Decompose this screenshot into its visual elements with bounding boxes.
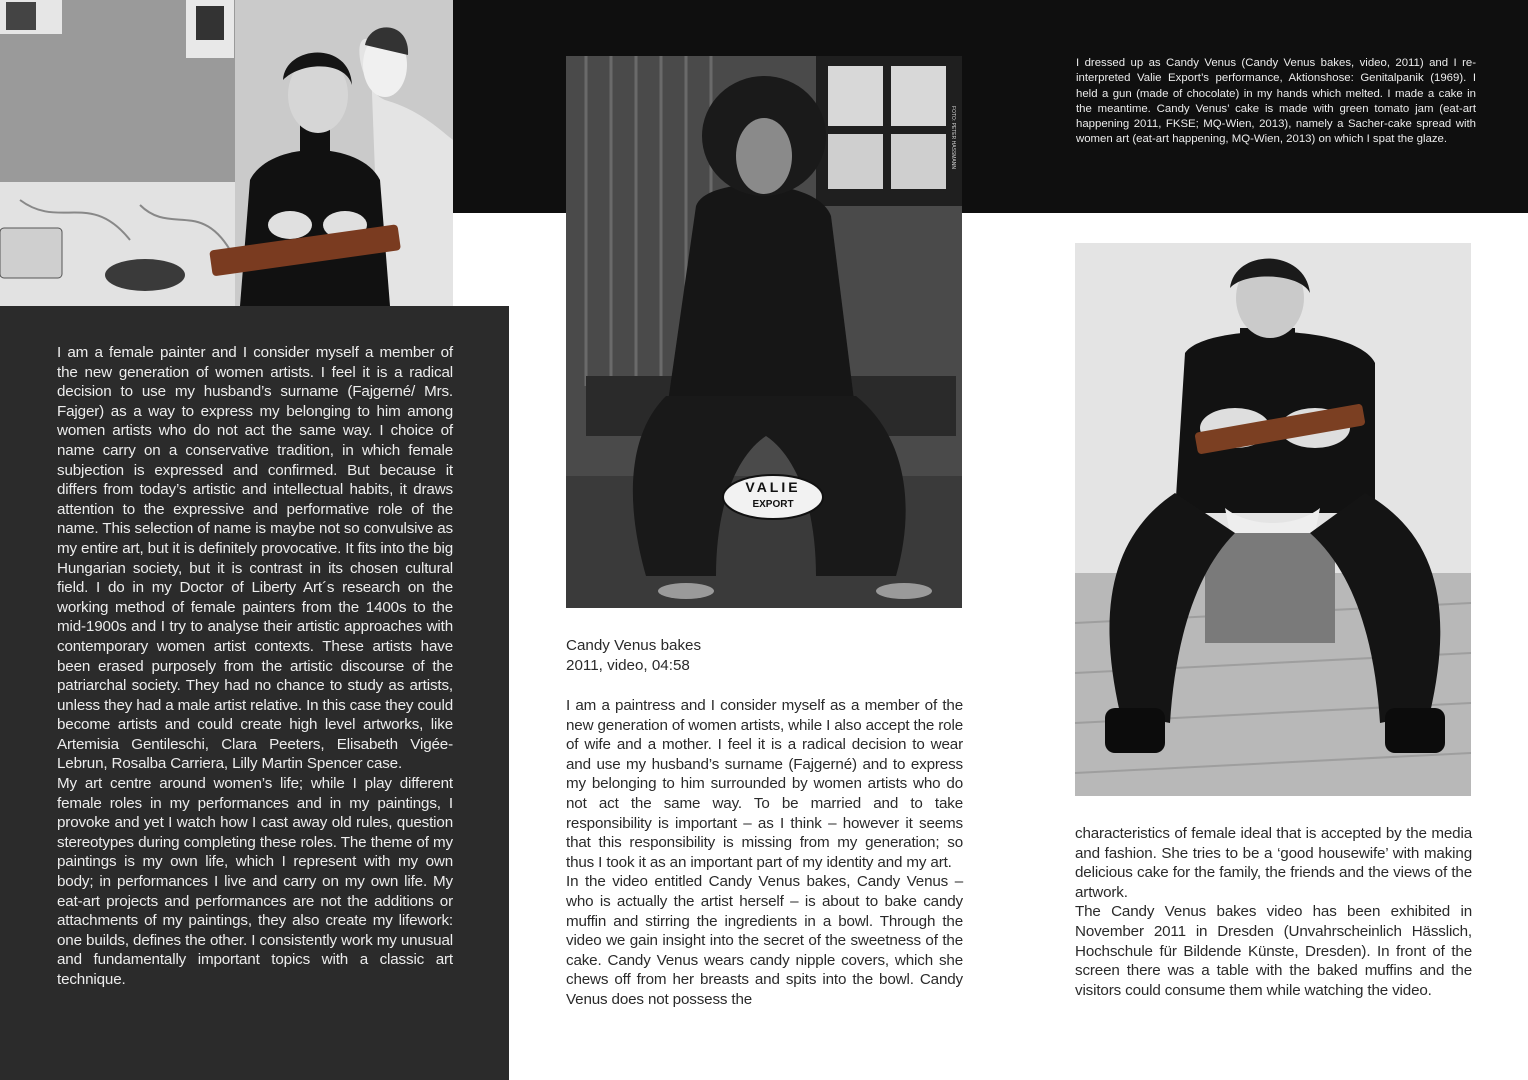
middle-paragraph: In the video entitled Candy Venus bakes, Candy Venus – who is actually the artist herself – is about to bake candy muffin and stirring the ingredients in a bowl. Through the video we gain insight into the secret of the sweetness of the cake. Candy Venus wears candy nipple covers, which she chews off from her breasts and spits into the bowl. Candy Venus does not possess the bbox=[566, 873, 963, 1008]
middle-column-text bbox=[566, 696, 963, 1010]
work-caption bbox=[566, 636, 964, 675]
valie-export-poster bbox=[566, 56, 962, 608]
left-column-text bbox=[57, 343, 453, 990]
left-paragraph: My art centre around women’s life; while I play different female roles in my performances and in my paintings, I provoke and yet I watch how I cast away old rules, question stereotypes during completing these roles. The theme of my paintings is my own life, which I represent with my own body; in performances I live and carry on my own life. My eat-art projects and performances are not the additions or attachments of my paintings, they also create my lifework: one builds, defines the other. I consistently work my unusual and fundamentally important topics with a classic art technique. bbox=[57, 775, 453, 988]
work-meta: 2011, video, 04:58 bbox=[566, 656, 690, 674]
studio-portrait-photo bbox=[0, 0, 453, 306]
candy-venus-seated-photo bbox=[1075, 243, 1471, 796]
svg-text:VALIE: VALIE bbox=[745, 479, 801, 495]
svg-text:EXPORT: EXPORT bbox=[752, 499, 794, 510]
work-title: Candy Venus bakes bbox=[566, 637, 702, 654]
right-paragraph: characteristics of female ideal that is accepted by the media and fashion. She tries to be a ‘good housewife’ with making delicious cake for the family, the friends and the views of the artwork. bbox=[1075, 825, 1472, 901]
right-column-text bbox=[1075, 824, 1472, 1000]
right-paragraph: The Candy Venus bakes video has been exhibited in November 2011 in Dresden (Unvahrscheinlich Hässlich, Hochschule für Bildende Künste, Dresden). In front of the screen there was a table with the baked muffins and the visitors could consume them while watching the video. bbox=[1075, 903, 1472, 999]
middle-paragraph: I am a paintress and I consider myself as a member of the new generation of women artists, while I also accept the role of wife and a mother. I feel it is a radical decision to wear and use my husband’s surname (Fajgerné) and to express my belonging to him surrounded by women artists who do not act the same way. To be married and to take responsibility is important – as I think – however it seems that this responsibility is missing from my generation; so thus I took it as an important part of my identity and my art. bbox=[566, 697, 963, 871]
left-paragraph: I am a female painter and I consider myself a member of the new generation of women artists. I feel it is a radical decision to use my husband’s surname (Fajgerné/ Mrs. Fajger) as a way to express my belonging to him among women artists who do not act the same way. I choice of name carry on a conservative tradition, in which female subjection is expressed and confirmed. But because it differs from today’s artistic and intellectual habits, it draws attention to the expressive and performative role of the name. This selection of name is maybe not so convulsive as my entire art, but it is definitely provocative. It fits into the big Hungarian society, but it is contrast in its chosen cultural field. I do in my Doctor of Liberty Art´s research on the working method of female painters from the 1400s to the mid-1900s and I try to analyse their artistic approaches with contemporary women artist contexts. These artists have been erased purposely from the artistic discourse of the patriarchal society. They had no chance to study as artists, unless they had a male artist relative. In this case they could become artists and could create high level artworks, like Artemisia Gentileschi, Clara Peeters, Elisabeth Vigée-Lebrun, Rosalba Carriera, Lilly Martin Spencer case. bbox=[57, 344, 453, 773]
top-caption: I dressed up as Candy Venus (Candy Venus bakes, video, 2011) and I re-interpreted Valie Export’s performance, Aktionshose: Genitalpanik (1969). I held a gun (made of chocolate) in my hands which melted. I made a cake in the meantime. Candy Venus’ cake is made with green tomato jam (eat-art happening 2011, FKSE; MQ-Wien, 2013), namely a Sacher-cake spread with women art (eat-art happening, MQ-Wien, 2013) on which I spat the glaze. bbox=[1076, 57, 1476, 146]
poster-credit: FOTO: PETER HASSMANN bbox=[950, 106, 956, 169]
